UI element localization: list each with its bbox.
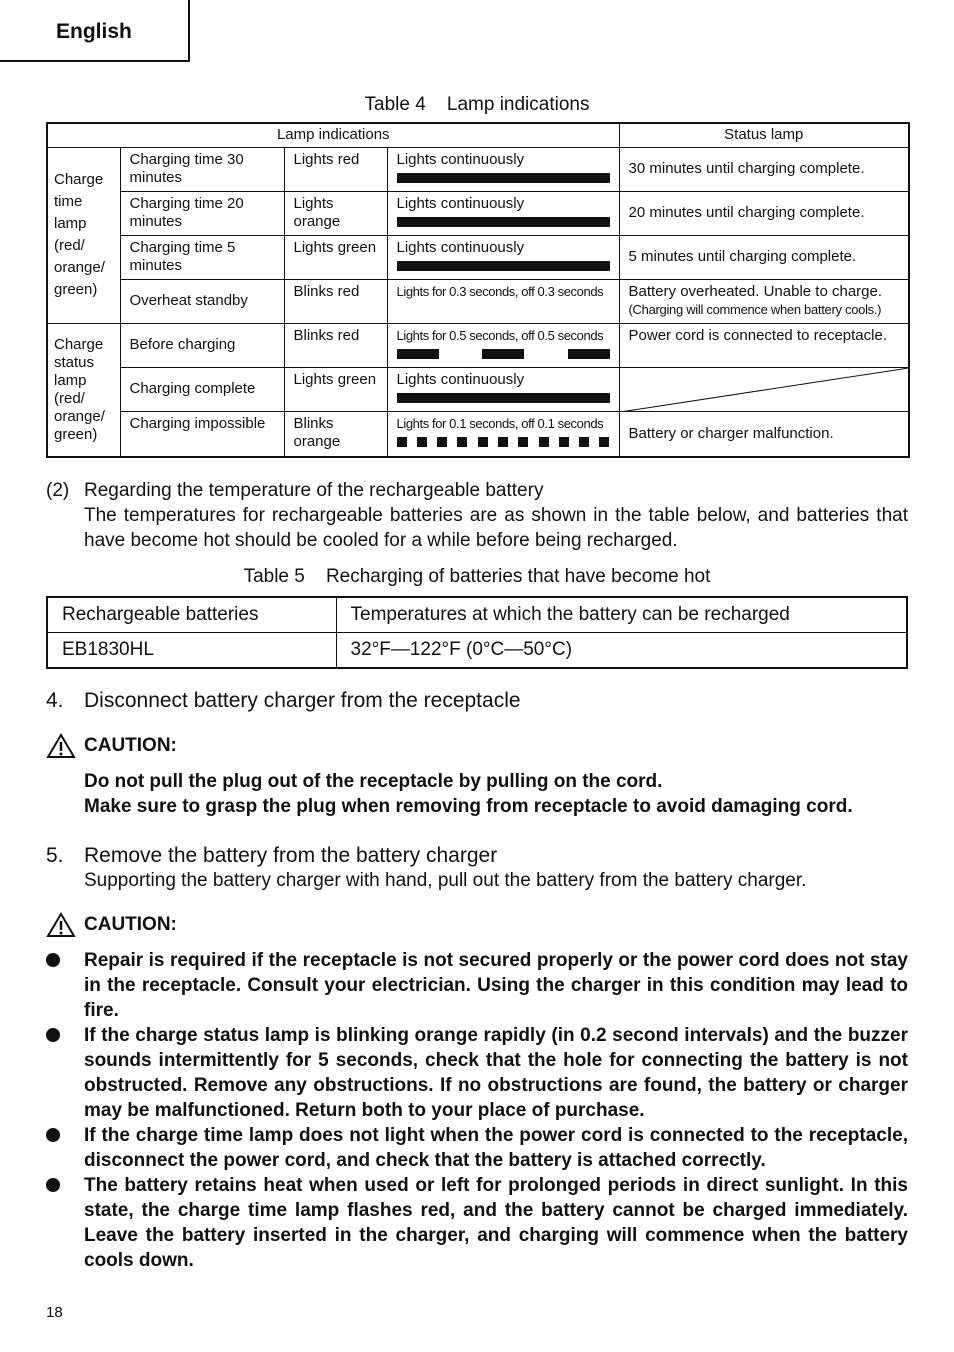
table-row — [47, 411, 909, 457]
step-body: Supporting the battery charger with hand, pull out the battery from the battery charger. — [84, 870, 807, 891]
caution-label: CAUTION: — [84, 735, 177, 756]
row-status: 5 minutes until charging complete. — [619, 235, 909, 279]
continuous-bar — [397, 261, 610, 271]
row-pattern: Lights for 0.5 seconds, off 0.5 seconds — [396, 327, 604, 343]
language-label: English — [56, 20, 132, 43]
section-body: The temperatures for rechargeable batteries are as shown in the table below, and batteries that have become hot should be cooled for a while before being recharged. — [84, 505, 908, 551]
row-condition: Before charging — [120, 323, 284, 367]
continuous-bar — [397, 217, 610, 227]
empty-status-cell — [619, 367, 909, 411]
bullet-dot — [46, 1028, 60, 1042]
step-number: 5. — [46, 844, 64, 867]
blink-pattern-fast — [397, 437, 610, 447]
table-row — [47, 235, 909, 279]
list-item: Repair is required if the receptacle is not secured properly or the power cord does not stay in the receptacle. Consult your electrician. Using the charger in this condition may lead to fire. — [46, 948, 908, 1023]
row-status: 20 minutes until charging complete. — [619, 191, 909, 235]
continuous-bar — [397, 393, 610, 403]
temperature-range: 32°F—122°F (0°C—50°C) — [336, 633, 907, 669]
bullet-dot — [46, 1128, 60, 1142]
section-title: Regarding the temperature of the rechargeable battery — [84, 480, 544, 501]
row-pattern: Lights for 0.1 seconds, off 0.1 seconds — [396, 415, 604, 431]
row-lamp: Blinks red — [284, 279, 387, 323]
table5-caption: Table 5 Recharging of batteries that have become hot — [243, 566, 711, 587]
table-row — [47, 191, 909, 235]
caution-line-2: Make sure to grasp the plug when removing from receptacle to avoid damaging cord. — [84, 796, 853, 817]
row-status: Battery or charger malfunction. — [619, 411, 909, 457]
row-condition: Charging time 20 minutes — [120, 191, 284, 235]
caution-heading — [46, 912, 177, 938]
caution-heading — [46, 733, 177, 759]
row-status: Battery overheated. Unable to charge. — [628, 282, 883, 300]
caution-line-1: Do not pull the plug out of the receptacle by pulling on the cord. — [84, 771, 663, 792]
header-temperatures: Temperatures at which the battery can be recharged — [336, 597, 907, 633]
bullet-dot — [46, 1178, 60, 1192]
header-lamp-indications: Lamp indications — [47, 123, 619, 147]
row-condition: Charging impossible — [120, 411, 284, 457]
row-lamp: Lights red — [284, 147, 387, 191]
step-4 — [46, 688, 908, 713]
row-pattern: Lights continuously — [396, 194, 525, 212]
charge-status-lamp-label: Charge status lamp (red/ orange/ green) — [47, 323, 120, 457]
language-tab — [0, 0, 190, 62]
section-2 — [46, 478, 908, 553]
row-status-note: (Charging will commence when battery cools.) — [628, 301, 882, 317]
list-item: The battery retains heat when used or left for prolonged periods in direct sunlight. In this state, the charge time lamp flashes red, and the battery cannot be charged immediately. Leave the battery inserted in the charger, and charging will commence when the battery cools down. — [46, 1173, 908, 1273]
step-title: Remove the battery from the battery charger — [84, 844, 498, 867]
table-row — [47, 367, 909, 411]
row-pattern: Lights continuously — [396, 150, 525, 168]
step-title: Disconnect battery charger from the receptacle — [84, 689, 521, 712]
battery-model: EB1830HL — [47, 633, 336, 669]
row-condition: Charging complete — [120, 367, 284, 411]
lamp-indications-table — [46, 122, 910, 458]
page-number: 18 — [46, 1304, 63, 1321]
blink-pattern-slow — [397, 349, 610, 359]
table-row — [47, 597, 907, 633]
row-condition: Charging time 5 minutes — [120, 235, 284, 279]
table-row — [47, 147, 909, 191]
row-pattern: Lights continuously — [396, 238, 525, 256]
charge-time-lamp-label: Charge time lamp (red/ orange/ green) — [47, 147, 120, 323]
section-number: (2) — [46, 480, 70, 501]
list-item: If the charge status lamp is blinking orange rapidly (in 0.2 second intervals) and the buzzer sounds intermittently for 5 seconds, check that the hole for connecting the battery is not obstructed. Remove any obstructions. If no obstructions are found, the battery or charger may be malfunctioned. Return both to your place of purchase. — [46, 1023, 908, 1123]
row-status: 30 minutes until charging complete. — [619, 147, 909, 191]
bullet-dot — [46, 953, 60, 967]
diagonal-line — [620, 368, 909, 412]
caution-text — [46, 769, 946, 819]
continuous-bar — [397, 173, 610, 183]
table-row — [47, 323, 909, 367]
caution-label: CAUTION: — [84, 914, 177, 935]
warning-icon — [46, 912, 76, 938]
table4-caption: Table 4 Lamp indications — [364, 94, 590, 115]
row-lamp: Lights green — [284, 367, 387, 411]
row-pattern: Lights for 0.3 seconds, off 0.3 seconds — [396, 283, 604, 299]
battery-temperature-table — [46, 596, 908, 669]
step-number: 4. — [46, 689, 64, 712]
row-lamp: Blinks red — [284, 323, 387, 367]
header-status-lamp: Status lamp — [619, 123, 909, 147]
row-lamp: Lights green — [284, 235, 387, 279]
row-condition: Overheat standby — [120, 279, 284, 323]
table-row — [47, 279, 909, 323]
row-pattern: Lights continuously — [396, 370, 525, 388]
warning-icon — [46, 733, 76, 759]
row-condition: Charging time 30 minutes — [120, 147, 284, 191]
list-item: If the charge time lamp does not light when the power cord is connected to the receptacle, disconnect the power cord, and check that the battery is attached correctly. — [46, 1123, 908, 1173]
header-batteries: Rechargeable batteries — [47, 597, 336, 633]
row-lamp: Blinks orange — [284, 411, 387, 457]
row-lamp: Lights orange — [284, 191, 387, 235]
row-status: Power cord is connected to receptacle. — [619, 323, 909, 367]
step-5 — [46, 843, 908, 893]
table-row — [47, 633, 907, 669]
